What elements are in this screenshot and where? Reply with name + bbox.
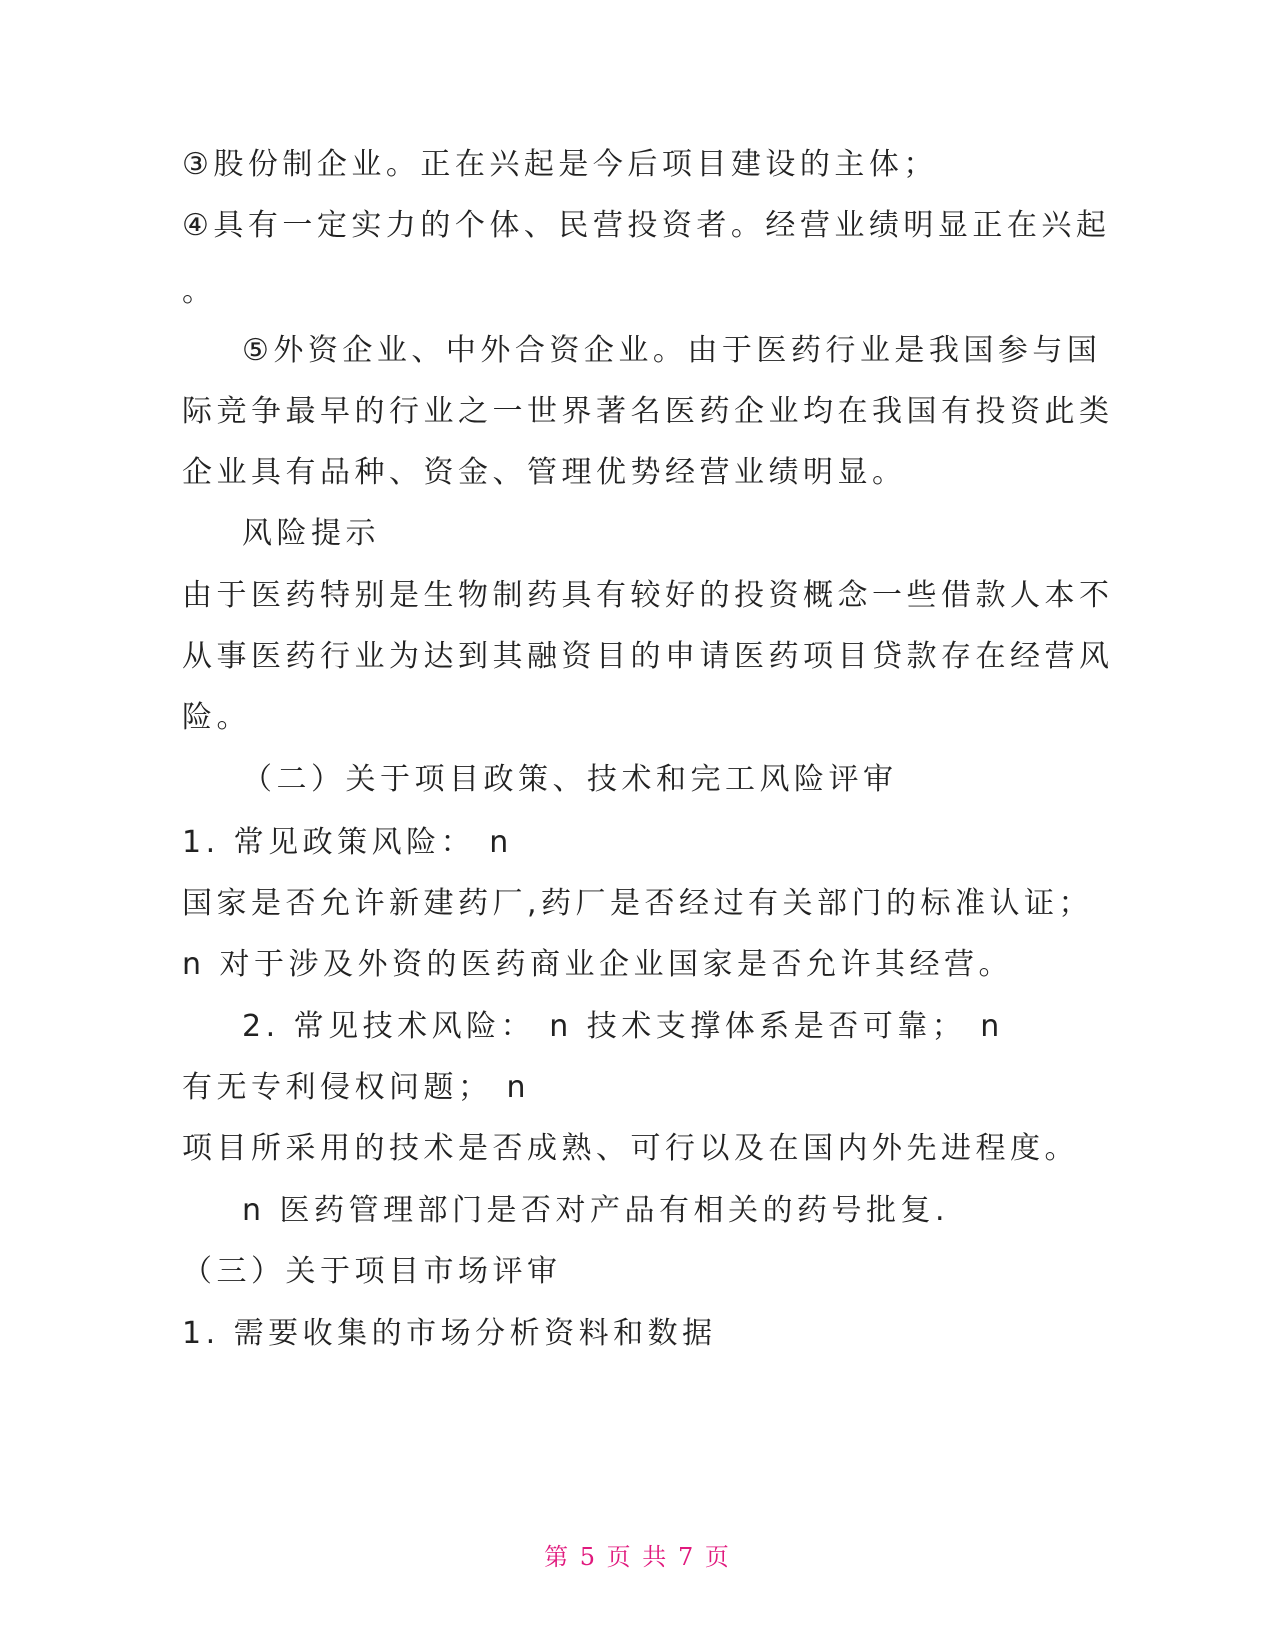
- paragraph-line-9: 险。: [182, 700, 251, 735]
- paragraph-line-11: n 对于涉及外资的医药商业企业国家是否允许其经营。: [182, 947, 1014, 982]
- paragraph-line-2: ④具有一定实力的个体、民营投资者。经营业绩明显正在兴起: [182, 208, 1111, 243]
- list-item-tech-risk: 2. 常见技术风险： n 技术支撑体系是否可靠； n: [242, 1009, 1004, 1044]
- paragraph-line-10: 国家是否允许新建药厂,药厂是否经过有关部门的标准认证；: [182, 886, 1094, 921]
- paragraph-line-1: ③股份制企业。正在兴起是今后项目建设的主体；: [182, 147, 938, 182]
- paragraph-line-12: 有无专利侵权问题； n: [182, 1070, 531, 1105]
- paragraph-line-7: 由于医药特别是生物制药具有较好的投资概念一些借款人本不: [182, 578, 1114, 613]
- paragraph-line-4: ⑤外资企业、中外合资企业。由于医药行业是我国参与国: [242, 333, 1102, 368]
- paragraph-line-14: n 医药管理部门是否对产品有相关的药号批复.: [242, 1193, 950, 1228]
- paragraph-line-5: 际竞争最早的行业之一世界著名医药企业均在我国有投资此类: [182, 394, 1114, 429]
- section-heading-3: （三）关于项目市场评审: [182, 1254, 562, 1289]
- paragraph-line-8: 从事医药行业为达到其融资目的申请医药项目贷款存在经营风: [182, 639, 1114, 674]
- list-item-policy-risk: 1. 常见政策风险： n: [182, 825, 513, 860]
- paragraph-line-13: 项目所采用的技术是否成熟、可行以及在国内外先进程度。: [182, 1131, 1079, 1166]
- section-heading-2: （二）关于项目政策、技术和完工风险评审: [242, 762, 898, 797]
- section-heading-risk: 风险提示: [242, 516, 380, 551]
- page-footer: 第 5 页 共 7 页: [544, 1543, 731, 1571]
- paragraph-line-6: 企业具有品种、资金、管理优势经营业绩明显。: [182, 455, 907, 490]
- paragraph-line-3: 。: [182, 274, 217, 309]
- list-item-market-data: 1. 需要收集的市场分析资料和数据: [182, 1316, 717, 1351]
